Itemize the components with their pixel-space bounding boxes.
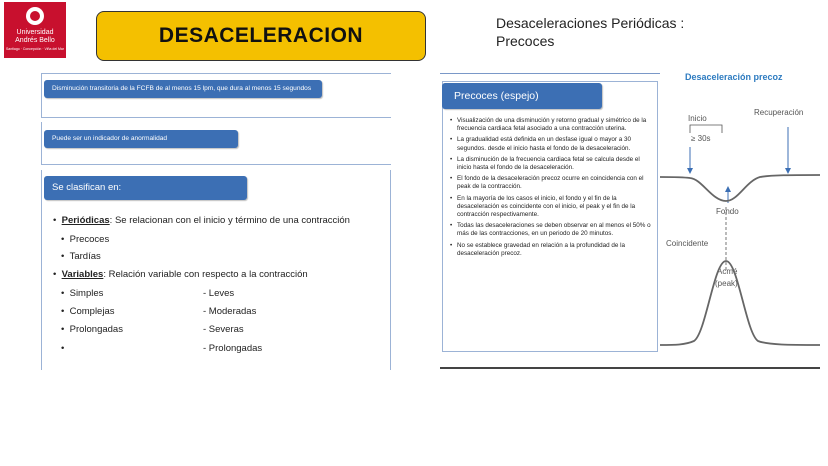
university-logo: [4, 2, 66, 58]
fhr-curve: [660, 175, 820, 201]
divider: [41, 73, 391, 74]
list-item-label: Prolongadas: [69, 324, 123, 335]
diagram-title: Desaceleración precoz: [685, 72, 783, 82]
logo-line3: Santiago · Concepción · Viña del Mar: [5, 47, 65, 51]
precoces-bullet-list: [450, 117, 655, 261]
definition-box: [44, 80, 322, 98]
severity-item: - Moderadas: [203, 306, 257, 317]
divider: [41, 73, 42, 117]
logo-line1: Universidad: [16, 29, 54, 36]
fondo-label: Fondo: [716, 207, 739, 216]
list-item: • El fondo de la desaceleración precoz ocurre en coincidencia con el peak de la contracción.: [450, 175, 655, 191]
acme-label: Acmé: [717, 267, 738, 276]
bracket-line: [690, 125, 722, 133]
severity-item: - Leves: [203, 288, 235, 299]
right-title: [496, 14, 684, 50]
right-title-line2: Precoces: [496, 33, 555, 49]
coincidente-label: Coincidente: [666, 239, 709, 248]
periodicas-label: Periódicas: [61, 215, 110, 226]
list-item: • No se establece gravedad en relación a la profundidad de la desaceleración precoz.: [450, 242, 655, 258]
divider: [41, 170, 42, 370]
list-item: • Simples: [61, 288, 104, 299]
precoces-header-text: Precoces (espejo): [454, 90, 539, 102]
right-title-line1: Desaceleraciones Periódicas :: [496, 15, 685, 31]
list-item-label: Complejas: [69, 306, 115, 317]
recuperacion-label: Recuperación: [754, 108, 804, 117]
indicator-text: Puede ser un indicador de anormalidad: [52, 135, 168, 142]
ge30-label: ≥ 30s: [691, 134, 711, 143]
precoces-header: [442, 83, 602, 109]
severity-item: - Prolongadas: [203, 343, 263, 354]
list-item-label: Simples: [69, 288, 104, 299]
seal-icon: [26, 7, 44, 25]
classification-text: Se clasifican en:: [52, 182, 122, 193]
title-box: [96, 11, 426, 61]
list-item: • La gradualidad está definida en un desfase igual o mayor a 30 segundos. desde el inicio hasta el fondo de la desaceleración.: [450, 136, 655, 152]
list-item: • Todas las desaceleraciones se deben observar en al menos el 50% o más de las contracciones, en un periodo de 20 minutos.: [450, 222, 655, 238]
peak-label: (peak): [715, 279, 738, 288]
classification-box: [44, 176, 247, 200]
slide-title: DESACELERACION: [158, 24, 364, 47]
list-item: •: [61, 343, 70, 354]
tardias-item: • Tardías: [61, 251, 101, 262]
divider: [440, 73, 660, 74]
contraction-curve: [660, 261, 820, 345]
precoces-label: Precoces: [69, 234, 110, 245]
indicator-box: [44, 130, 238, 148]
divider: [41, 122, 42, 164]
list-item: • Complejas: [61, 306, 115, 317]
variables-item: • Variables: Relación variable con respecto a la contracción: [53, 269, 308, 280]
list-item: • En la mayoría de los casos el inicio, el fondo y el fin de la desaceleración es coincidente con el inicio, el peak y el fin de la contracción respectivamente.: [450, 195, 655, 220]
divider: [41, 117, 391, 118]
left-panel: [41, 72, 391, 372]
periodicas-item: • Periódicas: Se relacionan con el inicio y término de una contracción: [53, 215, 350, 226]
list-item: • Visualización de una disminución y retorno gradual y simétrico de la frecuencia cardiaca fetal asociado a una contracción uterina.: [450, 117, 655, 133]
definition-text: Disminución transitoria de la FCFB de al menos 15 lpm, que dura al menos 15 segundos: [52, 85, 312, 92]
inicio-label: Inicio: [688, 114, 707, 123]
logo-line2: Andrés Bello: [15, 37, 55, 44]
diagram-graphic: [660, 61, 820, 361]
right-panel: [440, 61, 820, 371]
variables-label: Variables: [61, 269, 104, 280]
divider: [440, 367, 820, 369]
divider: [390, 170, 391, 370]
variables-text: : Relación variable con respecto a la contracción: [103, 269, 308, 280]
list-item: • La disminución de la frecuencia cardiaca fetal se calcula desde el inicio hasta el fondo de la desaceleración.: [450, 156, 655, 172]
periodicas-text: : Se relacionan con el inicio y término de una contracción: [109, 215, 350, 226]
precoces-item: • Precoces: [61, 234, 110, 245]
list-item: • Prolongadas: [61, 324, 123, 335]
tardias-label: Tardías: [69, 251, 101, 262]
severity-item: - Severas: [203, 324, 244, 335]
early-deceleration-diagram: [660, 61, 820, 361]
divider: [41, 164, 391, 165]
